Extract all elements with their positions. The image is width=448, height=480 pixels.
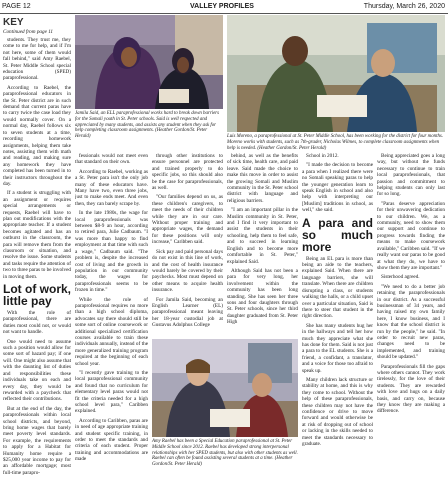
subhead: Lot of work, little pay [3,282,71,309]
paragraph: "I am an important pillar in the Muslim community in St. Peter, and I find it very important to assist the students in their schooling, help them to feel safe, and to succeed in learning English and to become more comfortable in St. Peter," explained Said. [227,207,298,265]
paragraph: According to Caribben, paras are in need of age appropriate training and student specific training, in order to meet the standards and criteria of each student. Proper training and accommodations are made [75,417,148,463]
paragraph: through other institutions to ensure personnel are protected and trained properly to do specific jobs, so this should also be the case for paraprofessionals, as well. [152,153,223,192]
paragraph: "I made the decision to become a para when I realized there were no Somali speaking paras to help the younger generation learn to speak English in school and also help with interpreting our [Muslim] traditions in school, as well," she said. [302,162,373,214]
paragraph: "Paras deserve appreciation for their unwavering dedication to our children. We, as a community, need to show them our support and continue to progress towards finding the means to make coursework available," Caribben said. "If we really want our paras to be good at what they do, we have to show them they are important." [377,200,445,271]
issue-date: Thursday, March 26, 2020 [363,3,445,10]
photo-amy-raebel [152,339,298,437]
paragraph: According to Raebel, the paraprofessional educators in the St. Peter district are in such demand that current paras have to carry twice the case load they would normally cover. On a normal day, Raebel follows six to seven students at a time, recording homework assignments, helping them take notes, assisting them with math and reading, and making sure any homework they have completed has been turned in to their instructors throughout the day. [3,84,71,187]
paragraph: "I recently gave training to the local paraprofessional community and found that no curriculum for elementary level paras would not fit the criteria needed for a high school level para," Caribben explained. [75,370,148,415]
article-column-2 [75,153,148,479]
paragraph: Being appreciated goes a long way, but without the funds necessary to continue to train local paraprofessionals, that passion and commitment to helping students can only last for so long. [377,153,445,198]
paragraph: behind, as well as the benefits of sick time, health care, and paid leave. Said made the choice to make this move in order to assist the growing Somali and Muslim community in the St. Peter school district with language and religious barriers. [227,153,298,204]
paragraph: One would need to assume such a position would allow for some sort of hazard pay; if one will. One might also assume that with the daunting list of duties and responsibilities these individuals take on each and every day, they would be rewarded with a paycheck that reflected their contributions. [3,338,71,403]
paragraph: Sick pay and paid personal days do not exist in this line of work, and the cost of health insurance would barely be covered by their paychecks. Most must depend on other means to acquire health insurance. [152,248,223,294]
paragraph: Although Said has not been a para for very long, her involvement within the community has been long standing. She has seen her three sons and four daughters through St. Peter schools, since her third daughter graduated from St. Peter High [227,267,298,326]
continued-note: Continued from page 11 [3,29,53,35]
page-header [0,0,448,14]
paragraph: Many children lack structure or stability at home, and this is why they come to school. Without the help of these paraprofessionals, these children may not have the confidence or drive to move forward and would otherwise be at risk of dropping out of school or lacking in the skills needed to meet the standards necessary to graduate. [302,376,373,448]
photo-caption-3: Amy Raebel has been a Special Education paraprofessional at St. Peter Middle School since 2012. Raebel has developed strong interpersonal relationships with her SPED students, but also with other students as well. Raebel can often be found assisting several students at a time. (Heather Gordon/St. Peter Herald) [152,439,298,468]
paragraph: School in 2012. [306,153,339,159]
paragraph: She has many students hug her in the hallways and tell her how much they appreciate what she has done for them. Said is not just a para to the EL students. She is a friend, a confidant, a translator, and a voice for those too afraid to speak up. [302,322,373,374]
paragraph: "We need to do a better job retaining the paraprofessionals in our district. As a successful businessman of 34 years, and having raised my own family here, I know business, and I know that the school district is run by the people," he said. "In order to recruit new paras, changes need to be implemented, and training should be updated." [377,283,445,361]
photo-luis-moreno [227,15,445,132]
paragraph: "Our families depend on us, as these children's caregivers, to meet the needs of their children while they are in our care. Without proper training and appropriate wages, the demand for these positions will only increase," Caribben said. [152,194,223,246]
photo-caption-2: Luis Moreno, a paraprofessional at St. Peter Middle School, has been working for the district for four months. Moreno works with students, such as 7th-grader, Nicholas Wilmes, to complete classroom assignments when help is needed. (Heather Gordon/St. Peter Herald) [227,134,444,151]
article-column-1 [3,37,71,479]
subhead: A para and so much more [302,215,373,254]
paragraph: But at the end of the day, the paraprofessionals within local school districts, and beyond, bring home wages that barely meet poverty level standards. For example, the requirements to apply for a Habitat for Humanity home require a $25,000 year income to pay for an affordable mortgage; most full-time parapro- [3,405,71,476]
article-column-4 [227,153,298,335]
paragraph: For Jamila Said, becoming an English Learner (EL) paraprofessional meant leaving her 18-year custodial job at Gustavus Adolphus College [152,296,223,329]
story-kicker: KEY [3,17,24,28]
paragraph: According to Raebel, working as a St. Peter para isn't the only job many of these educators have. Many have two, even three jobs, just to make ends meet. And even then, they can barely scrape by. [75,168,148,207]
paragraph: Being an EL para is more than being an aide to the teachers, explained Said. When there are language barriers, she will translate. When there are children disrupting a class, or students walking the halls, or a child upset over a particular situation, Said is there to steer that student in the right direction. [302,255,373,320]
paragraph: In the late 1980s, the wage for local paraprofessionals was between $8-9 an hour, according to retired para, Julie Cadbaum. "I was more than happy to find employment at that time with such a wage," Cadbaum said. "The problem is, despite the increased cost of living and the growth in population in our community today, the wages for paraprofessionals seems to be frozen in time." [75,210,148,294]
paragraph: students. They trust me, they come to me for help, and if I'm not here, some of them would fall behind," said Amy Raebel, St. Peter Middle School special education (SPED) paraprofessional. [3,37,71,82]
section-name: VALLEY PROFILES [190,3,254,10]
article-column-3 [152,153,223,335]
paragraph: While the role of paraprofessional requires no more than a high school diploma, advocates say there should still be some sort of online coursework or additional specialized certification courses available to train these individuals annually, instead of the more generalized training program required at the beginning of each school year. [75,296,148,367]
paragraph: Paraprofessionals fill the gaps where others cannot. They work tirelessly, for the love of their students. They are rewarded with love and hugs on a daily basis, and carry on, because they know they are making a difference. [377,363,445,415]
page-number: PAGE 12 [2,3,31,10]
paragraph: Sisterhood agreed. [381,274,420,281]
paragraph: If a student is struggling with an assignment or requires special arrangements or requests, Raebel will have to plan out modifications with the appropriate teacher. If a student becomes agitated and has an outburst in the classroom, the para will remove them from the classroom or situation, and resolve the issue. Some students and tasks require the attention of two to three paras to be involved in moving them. [3,190,71,280]
article-column-6 [377,153,445,479]
paragraph: fessionals would not meet even that standard on their own. [75,153,148,166]
photo-caption-1: Jamila Said, an ELL paraprofessional works hard to break down barriers for the Somali youth in St. Peter schools. Said is well respected and appreciated by many students, and assists any student when they ask for help completing classroom assignments. (Heather Gordon/St. Peter Herald) [75,111,220,140]
photo-jamila-said [75,15,223,109]
article-column-5 [302,153,373,479]
paragraph: With the role of paraprofessional, there are duties most could not, or would not want to handle. [3,310,71,336]
